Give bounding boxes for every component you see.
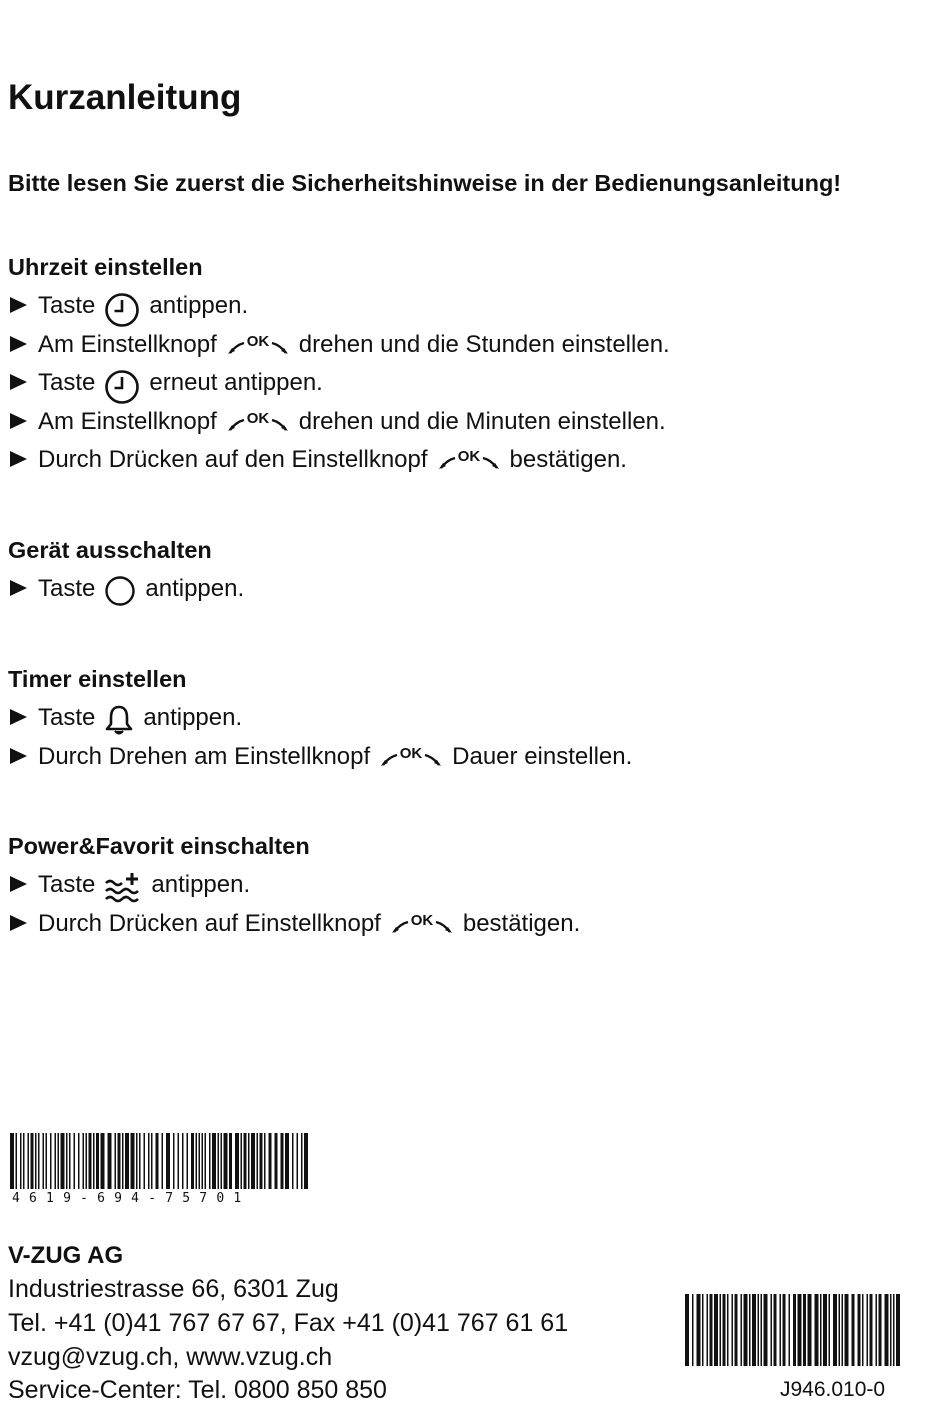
bullet-triangle-icon: [10, 876, 27, 892]
section-heading: Timer einstellen: [8, 666, 187, 692]
bullet-triangle-icon: [10, 709, 27, 725]
power-off-circle-icon: [104, 575, 136, 607]
service-center: Service-Center: Tel. 0800 850 850: [8, 1376, 387, 1404]
bullet-triangle-icon: [10, 451, 27, 467]
section-geraet-ausschalten: [8, 535, 938, 614]
company-phone: Tel. +41 (0)41 767 67 67, Fax +41 (0)41 767 61 61: [8, 1309, 569, 1337]
svg-text:OK: OK: [399, 744, 423, 762]
list-item: Durch Drücken auf Einstellknopf OK bestätigen.: [8, 910, 938, 949]
clock-icon: [104, 369, 140, 405]
ok-knob-icon: [437, 446, 501, 474]
svg-text:OK: OK: [410, 911, 434, 929]
bullet-triangle-icon: [10, 413, 27, 429]
section-uhrzeit: [8, 252, 938, 485]
bullet-triangle-icon: [10, 580, 27, 596]
ok-knob-icon: [226, 408, 290, 436]
list-item: Taste antippen.: [8, 704, 938, 743]
bell-icon: [104, 704, 134, 736]
list-item: Taste antippen.: [8, 575, 938, 614]
section-power-favorit: [8, 831, 938, 948]
section-heading: Uhrzeit einstellen: [8, 254, 203, 280]
barcode-article-number: [10, 1133, 312, 1189]
clock-icon: [104, 292, 140, 328]
svg-text:OK: OK: [246, 409, 269, 427]
company-name: V-ZUG AG: [8, 1242, 124, 1269]
list-item: Durch Drücken auf den Einstellknopf OK bestätigen.: [8, 446, 938, 485]
svg-text:OK: OK: [246, 332, 269, 350]
list-item: Taste antippen.: [8, 292, 938, 331]
bullet-triangle-icon: [10, 748, 27, 764]
list-item: Am Einstellknopf OK drehen und die Stunden einstellen.: [8, 331, 938, 370]
section-heading: Power&Favorit einschalten: [8, 833, 310, 859]
list-item: Durch Drehen am Einstellknopf OK Dauer einstellen.: [8, 743, 938, 782]
bullet-triangle-icon: [10, 915, 27, 931]
company-web: vzug@vzug.ch, www.vzug.ch: [8, 1343, 333, 1371]
section-timer: [8, 664, 938, 781]
list-item: Am Einstellknopf OK drehen und die Minuten einstellen.: [8, 408, 938, 447]
safety-warning: Bitte lesen Sie zuerst die Sicherheitshinweise in der Bedienungsanleitung!: [8, 170, 842, 196]
ok-knob-icon: [390, 910, 454, 938]
bullet-triangle-icon: [10, 336, 27, 352]
section-heading: Gerät ausschalten: [8, 537, 212, 563]
barcode-digits: 4619-694-75701: [12, 1191, 251, 1206]
ok-knob-icon: [379, 743, 443, 771]
company-address: Industriestrasse 66, 6301 Zug: [8, 1275, 339, 1303]
list-item: Taste erneut antippen.: [8, 369, 938, 408]
list-item: Taste antippen.: [8, 871, 938, 910]
bullet-triangle-icon: [10, 374, 27, 390]
svg-text:OK: OK: [457, 448, 480, 465]
document-code: J946.010-0: [780, 1378, 886, 1401]
ok-knob-icon: [226, 331, 290, 359]
page-title: Kurzanleitung: [8, 78, 242, 117]
bullet-triangle-icon: [10, 297, 27, 313]
barcode-document: [685, 1294, 903, 1366]
power-plus-waves-icon: [104, 871, 142, 905]
